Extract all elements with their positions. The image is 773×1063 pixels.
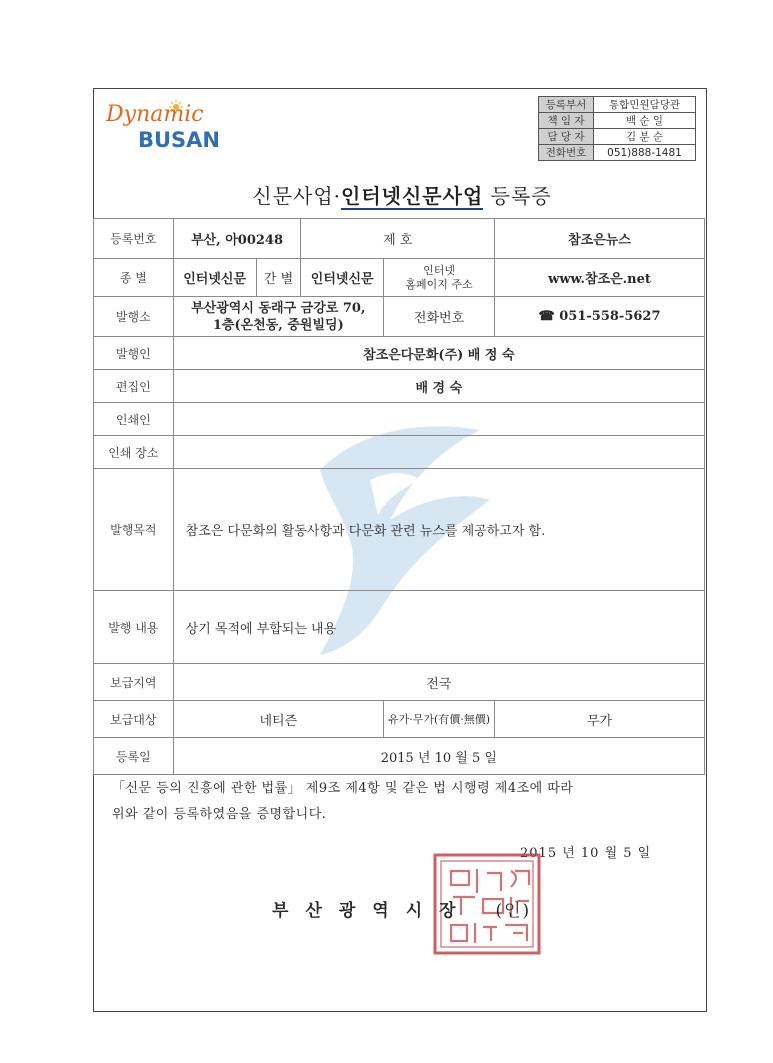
publisher-label: 발행인 (94, 337, 174, 370)
manager-key: 등록부서 (539, 97, 594, 113)
printer-label: 인쇄인 (94, 403, 174, 436)
table-row (94, 219, 705, 259)
logo-busan-text: BUSAN (138, 128, 221, 152)
office-line1: 부산광역시 동래구 금강로 70, (191, 300, 366, 316)
table-row (539, 145, 696, 161)
print-place-value (173, 436, 704, 469)
type-value: 인터넷신문 (173, 259, 256, 297)
table-row (94, 469, 705, 591)
interval-label: 간 별 (256, 259, 301, 297)
table-row (94, 403, 705, 436)
purpose-label: 발행목적 (94, 469, 174, 591)
manager-table (538, 96, 696, 161)
registration-table (93, 218, 705, 775)
interval-value: 인터넷신문 (301, 259, 384, 297)
manager-key: 책 임 자 (539, 113, 594, 129)
purpose-value: 참조은 다문화의 활동사항과 다문화 관련 뉴스를 제공하고자 함. (173, 469, 704, 591)
table-row (539, 97, 696, 113)
manager-value: 백 순 일 (594, 113, 696, 129)
name-label: 제 호 (301, 219, 495, 259)
reg-date-value: 2015 년 10 월 5 일 (173, 738, 704, 775)
manager-value: 김 분 순 (594, 129, 696, 145)
homepage-link[interactable]: www.참조은.net (495, 259, 705, 297)
content-label: 발행 내용 (94, 591, 174, 664)
print-place-label: 인쇄 장소 (94, 436, 174, 469)
fee-value: 무가 (495, 701, 705, 738)
homepage-label-line2: 홈페이지 주소 (405, 277, 473, 291)
editor-label: 편집인 (94, 370, 174, 403)
certification-line2: 위와 같이 등록하였음을 증명합니다. (112, 807, 327, 822)
type-label: 종 별 (94, 259, 174, 297)
table-row (94, 297, 705, 337)
seal-mark: (인) (495, 901, 532, 921)
reg-no-label: 등록번호 (94, 219, 174, 259)
certification-text (112, 776, 692, 828)
content-value: 상기 목적에 부합되는 내용 (173, 591, 704, 664)
manager-value: 통합민원담당관 (594, 97, 696, 113)
office-line2: 1층(온천동, 중원빌딩) (212, 317, 344, 333)
page-title (96, 180, 708, 209)
manager-value: 051)888-1481 (594, 145, 696, 161)
table-row (94, 664, 705, 701)
reg-date-label: 등록일 (94, 738, 174, 775)
target-value: 네티즌 (173, 701, 383, 738)
table-row (94, 370, 705, 403)
certification-line1: 「신문 등의 진흥에 관한 법률」 제9조 제4항 및 같은 법 시행령 제4조에 따라 (112, 781, 574, 796)
issuer-line (272, 896, 531, 921)
office-value (173, 297, 383, 337)
office-label: 발행소 (94, 297, 174, 337)
table-row (94, 259, 705, 297)
table-row (94, 337, 705, 370)
logo-dynamic-text: Dynamic (106, 102, 204, 127)
reg-no-value: 부산, 아00248 (173, 219, 301, 259)
title-prefix: 신문사업· (252, 184, 342, 208)
region-value: 전국 (173, 664, 704, 701)
title-highlight: 인터넷신문사업 (341, 184, 484, 208)
issuer-name: 부산광역시장 (272, 901, 473, 921)
editor-value: 배 경 숙 (173, 370, 704, 403)
manager-key: 담 당 자 (539, 129, 594, 145)
title-suffix: 등록증 (483, 184, 552, 208)
name-value: 참조은뉴스 (495, 219, 705, 259)
table-row (94, 436, 705, 469)
phone-label: 전화번호 (383, 297, 494, 337)
table-row (94, 701, 705, 738)
phone-value (495, 297, 705, 337)
manager-key: 전화번호 (539, 145, 594, 161)
issue-date: 2015 년 10 월 5 일 (520, 846, 652, 861)
region-label: 보급지역 (94, 664, 174, 701)
table-row (539, 113, 696, 129)
target-label: 보급대상 (94, 701, 174, 738)
phone-icon: ☎ (538, 309, 555, 324)
table-row (539, 129, 696, 145)
fee-label: 유가·무가(有價·無價) (383, 701, 494, 738)
homepage-label-line1: 인터넷 (423, 263, 455, 277)
printer-value (173, 403, 704, 436)
table-row (94, 738, 705, 775)
phone-number: 051-558-5627 (559, 309, 661, 324)
homepage-label (383, 259, 494, 297)
dynamic-busan-logo (103, 102, 243, 162)
table-row (94, 591, 705, 664)
publisher-value: 참조은다문화(주) 배 정 숙 (173, 337, 704, 370)
